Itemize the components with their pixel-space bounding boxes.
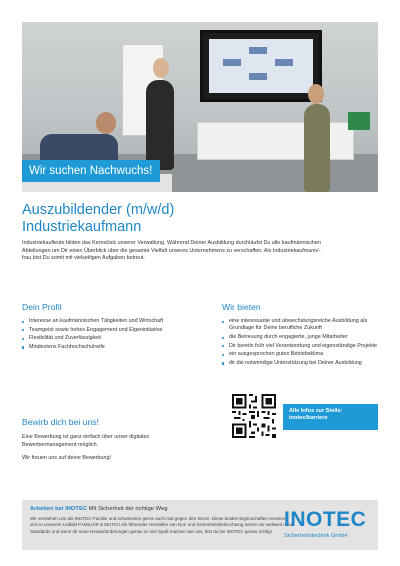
list-item: Flexibilität und Zuverlässigkeit [22, 335, 172, 342]
list-item: Dir bereits früh viel Verantwortung und eigenständige Projekte [222, 343, 378, 350]
inotec-logo-subtitle: Sicherheitstechnik GmbH [284, 533, 348, 539]
photo-person-center [146, 80, 174, 170]
footer-heading-rest: Mit Sicherheit der richtige Weg [87, 506, 168, 512]
apply-text-2: Wir freuen uns auf deine Bewerbung! [22, 455, 111, 462]
apply-text [22, 434, 202, 469]
list-item: Mindestens Fachhochschulreife [22, 344, 172, 351]
apply-text-1: Eine Bewerbung ist ganz einfach über unser digitales Bewerbermanagement möglich. [22, 434, 150, 448]
footer-heading-highlight: Arbeiten bei INOTEC [30, 506, 88, 512]
list-item: Teamgeist sowie hohes Engagement und Eigeninitiative [22, 327, 172, 334]
photo-head-center [153, 58, 169, 78]
offer-title: Wir bieten [222, 302, 261, 312]
qr-code-icon[interactable] [232, 394, 276, 438]
footer-heading [30, 506, 167, 512]
photo-head-right [308, 84, 324, 104]
exit-sign-icon [348, 112, 370, 130]
photo-head-left [96, 112, 116, 134]
offer-list [222, 318, 378, 368]
profile-title: Dein Profil [22, 302, 62, 312]
job-title-line2: Industriekaufmann [22, 219, 142, 235]
footer-text: Wir verstehen uns als INOTEC-Familie und schwimmen gerne auch mal gegen den Strom. Diese beiden Eigenschaften vereinen sich in unserem Leitbild FAMILIÄR & MUTIG! Als führender Hersteller von Not- und Sicherheitsbeleuchtung setzen wir weltweit neue Standards und wenn dir neue Herausforderungen genau so viel Spaß machen wie uns, bist du bei INOTEC genau richtig! [30, 516, 294, 534]
job-title [22, 202, 378, 236]
photo-person-right [304, 104, 330, 192]
list-item: die Betreuung durch engagierte, junge Mitarbeiter [222, 334, 378, 341]
hero-ribbon: Wir suchen Nachwuchs! [22, 160, 160, 182]
job-intro: Industriekaufleute bilden das Kernstück unserer Verwaltung. Während Deiner Ausbildung durchläufst Du alle kaufmännischen Abteilungen um Dir einen Überblick über die gesamte Vielfalt unseres Unternehmens zu verschaffen. Als Industriekaufmann/-frau bist Du somit mit vielseitigen Aufgaben betreut. [22, 240, 322, 262]
qr-info-box[interactable] [283, 404, 378, 430]
photo-cabinet [197, 122, 354, 160]
list-item: Interesse an kaufmännischen Tätigkeiten und Wirtschaft [22, 318, 172, 325]
list-item: eine interessante und abwechslungsreiche Ausbildung als Grundlage für Deine berufliche Zukunft [222, 318, 378, 333]
footer [22, 500, 378, 550]
list-item: ein ausgesprochen gutes Betriebsklima [222, 351, 378, 358]
list-item: dir die notwendige Unterstützung bei Deiner Ausbildung [222, 360, 378, 367]
profile-list [22, 318, 172, 352]
apply-title: Bewirb dich bei uns! [22, 417, 99, 427]
photo-slide [209, 39, 313, 93]
job-title-line1: Auszubildender (m/w/d) [22, 202, 175, 218]
photo-presentation-screen [200, 30, 322, 102]
inotec-logo: INOTEC [284, 508, 367, 531]
qr-info-line1: Alle Infos zur Stelle: [289, 408, 343, 414]
qr-info-line2: inotec/karriere [289, 415, 328, 422]
